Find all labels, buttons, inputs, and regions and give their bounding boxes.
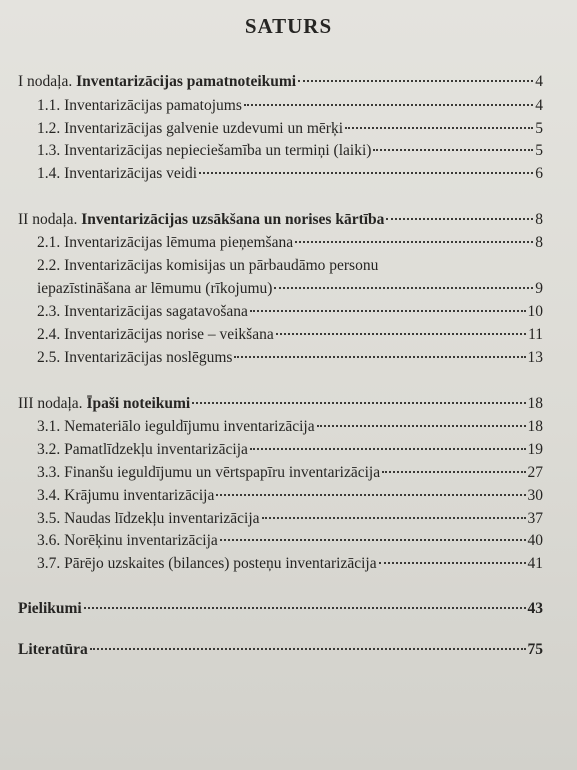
entry-label: 3.6. Norēķinu inventarizācija	[37, 532, 218, 549]
page-number: 8	[535, 211, 543, 228]
page-number: 13	[527, 349, 543, 366]
chapter-prefix: I nodaļa.	[18, 73, 77, 90]
chapter-name: Inventarizācijas uzsākšana un norises kārtība	[81, 211, 385, 228]
entry-label: 1.3. Inventarizācijas nepieciešamība un termiņi (laiki)	[37, 142, 372, 159]
toc-entry	[37, 141, 543, 161]
page-number: 5	[535, 120, 543, 137]
toc-entry	[37, 348, 543, 368]
dot-leader	[295, 241, 533, 243]
page-number: 75	[527, 641, 543, 658]
entry-label: 1.2. Inventarizācijas galvenie uzdevumi un mērķi	[37, 120, 344, 137]
toc-entry	[37, 302, 543, 322]
entry-label: 3.7. Pārējo uzskaites (bilances) posteņu inventarizācija	[37, 555, 377, 572]
chapter-prefix: II nodaļa.	[18, 211, 82, 228]
dot-leader	[386, 218, 533, 220]
dot-leader	[345, 127, 533, 129]
entry-label: 2.1. Inventarizācijas lēmuma pieņemšana	[37, 234, 294, 251]
page-number: 27	[527, 464, 543, 481]
page-title: SATURS	[244, 14, 333, 38]
toc-entry	[37, 325, 543, 345]
dot-leader	[298, 80, 533, 82]
entry-label: 1.4. Inventarizācijas veidi	[37, 165, 198, 182]
toc-entry	[37, 531, 543, 551]
toc-literature	[18, 640, 543, 660]
toc-entry	[37, 96, 543, 116]
entry-label: 3.5. Naudas līdzekļu inventarizācija	[37, 510, 260, 527]
dot-leader	[199, 172, 533, 174]
dot-leader	[317, 425, 526, 427]
page-number: 18	[527, 418, 543, 435]
page-number: 40	[527, 532, 543, 549]
toc-entry	[37, 554, 543, 574]
page-number: 11	[528, 326, 543, 343]
page-number: 9	[535, 280, 543, 297]
dot-leader	[373, 149, 533, 151]
page-number: 18	[527, 395, 543, 412]
chapter-prefix: III nodaļa.	[18, 395, 87, 412]
toc-entry	[37, 233, 543, 253]
entry-label-line-1: 2.2. Inventarizācijas komisijas un pārbaudāmo personu	[37, 257, 379, 274]
entry-label: 3.2. Pamatlīdzekļu inventarizācija	[37, 441, 248, 458]
toc-entry	[37, 486, 543, 506]
dot-leader	[244, 104, 533, 106]
dot-leader	[84, 607, 526, 609]
toc-chapter-3	[18, 394, 543, 414]
page-number: 19	[527, 441, 543, 458]
toc-entry	[37, 440, 543, 460]
entry-label: 3.3. Finanšu ieguldījumu un vērtspapīru inventarizācija	[37, 464, 381, 481]
dot-leader	[216, 494, 525, 496]
chapter-name: Inventarizācijas pamatnoteikumi	[76, 73, 297, 90]
toc-appendix	[18, 599, 543, 619]
page-number: 4	[535, 97, 543, 114]
page-number: 6	[535, 165, 543, 182]
page-number: 8	[535, 234, 543, 251]
dot-leader	[220, 539, 526, 541]
dot-leader	[262, 517, 526, 519]
dot-leader	[274, 287, 533, 289]
dot-leader	[234, 356, 525, 358]
dot-leader	[192, 402, 525, 404]
toc-chapter-2	[18, 210, 543, 230]
toc-entry	[37, 164, 543, 184]
toc-entry	[37, 417, 543, 437]
dot-leader	[250, 310, 526, 312]
dot-leader	[250, 448, 526, 450]
entry-label: 2.3. Inventarizācijas sagatavošana	[37, 303, 248, 320]
page-number: 4	[535, 73, 543, 90]
entry-label: 2.5. Inventarizācijas noslēgums	[37, 349, 233, 366]
entry-label: 3.1. Nemateriālo ieguldījumu inventarizācija	[37, 418, 315, 435]
entry-label: 2.4. Inventarizācijas norise – veikšana	[37, 326, 274, 343]
toc-chapter-1	[18, 72, 543, 92]
page-number: 37	[527, 510, 543, 527]
chapter-name: Īpaši noteikumi	[86, 395, 191, 412]
toc-entry	[37, 279, 543, 299]
entry-label: 3.4. Krājumu inventarizācija	[37, 487, 215, 504]
entry-label: iepazīstināšana ar lēmumu (rīkojumu)	[37, 280, 273, 297]
entry-label: 1.1. Inventarizācijas pamatojums	[37, 97, 242, 114]
dot-leader	[379, 562, 526, 564]
dot-leader	[276, 333, 526, 335]
page-number: 43	[527, 600, 543, 617]
page-number: 41	[527, 555, 543, 572]
toc-entry	[37, 119, 543, 139]
dot-leader	[382, 471, 525, 473]
toc-entry	[37, 463, 543, 483]
page-number: 10	[527, 303, 543, 320]
page-number: 30	[527, 487, 543, 504]
dot-leader	[90, 648, 526, 650]
entry-label: Pielikumi	[18, 600, 82, 617]
toc-entry	[37, 509, 543, 529]
entry-label: Literatūra	[18, 641, 88, 658]
page-number: 5	[535, 142, 543, 159]
